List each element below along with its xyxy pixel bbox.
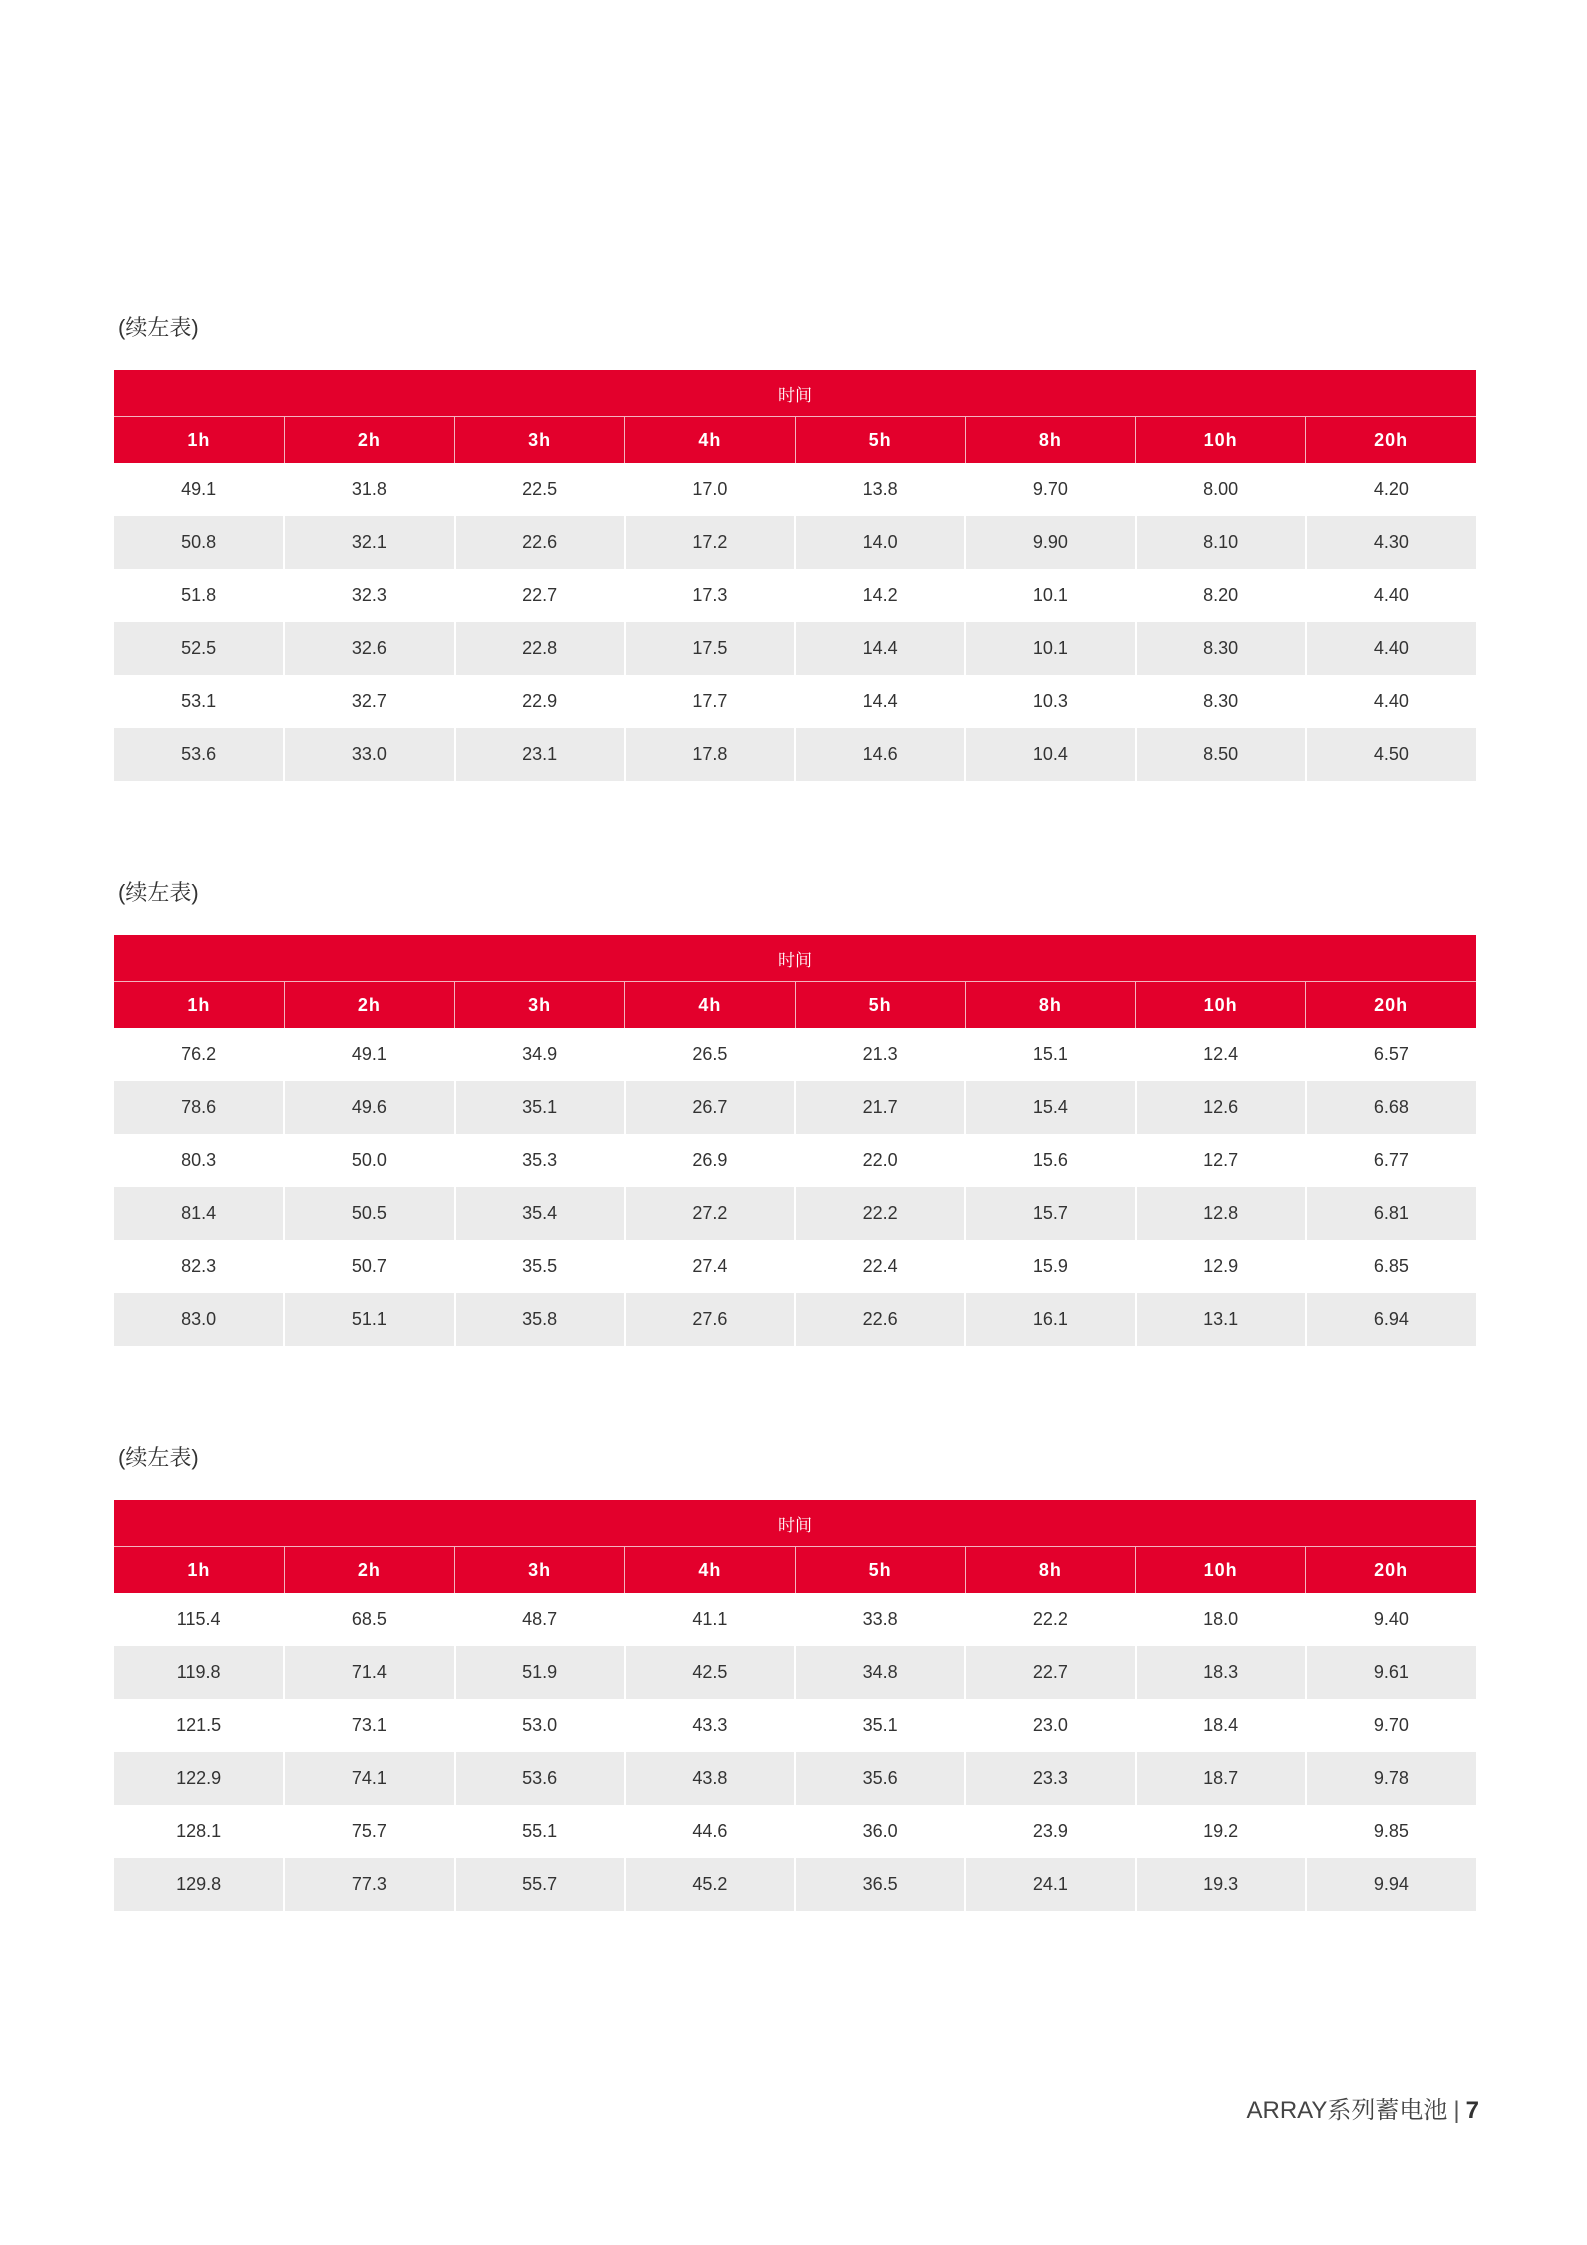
table-cell: 22.4 [795, 1240, 965, 1293]
table-cell: 17.0 [625, 463, 795, 516]
table-cell: 34.8 [795, 1646, 965, 1699]
table-cell: 10.4 [965, 728, 1135, 781]
table-cell: 13.1 [1136, 1293, 1306, 1346]
table-row [114, 569, 1476, 622]
footer-separator: | [1453, 2097, 1460, 2124]
table-cell: 17.3 [625, 569, 795, 622]
table-cell: 4.40 [1306, 569, 1476, 622]
table-cell: 26.9 [625, 1134, 795, 1187]
column-header: 5h [795, 417, 965, 464]
table-cell: 12.6 [1136, 1081, 1306, 1134]
table-cell: 53.1 [114, 675, 284, 728]
table-cell: 6.68 [1306, 1081, 1476, 1134]
table-cell: 119.8 [114, 1646, 284, 1699]
table-caption: (续左表) [118, 1445, 199, 1470]
column-header: 20h [1306, 1547, 1476, 1594]
table-cell: 13.8 [795, 463, 965, 516]
column-header: 8h [965, 417, 1135, 464]
table-caption: (续左表) [118, 315, 199, 340]
table-cell: 51.1 [284, 1293, 454, 1346]
table-cell: 22.7 [455, 569, 625, 622]
table-cell: 4.30 [1306, 516, 1476, 569]
table-cell: 27.2 [625, 1187, 795, 1240]
column-header: 2h [284, 982, 454, 1029]
group-header-time: 时间 [114, 1500, 1476, 1547]
table-cell: 18.3 [1136, 1646, 1306, 1699]
table-cell: 53.6 [114, 728, 284, 781]
table-cell: 33.8 [795, 1593, 965, 1646]
column-header: 20h [1306, 417, 1476, 464]
table-cell: 52.5 [114, 622, 284, 675]
table-cell: 4.40 [1306, 675, 1476, 728]
table-row [114, 1699, 1476, 1752]
table-cell: 36.0 [795, 1805, 965, 1858]
table-cell: 50.5 [284, 1187, 454, 1240]
table-cell: 33.0 [284, 728, 454, 781]
table-cell: 17.2 [625, 516, 795, 569]
table-cell: 83.0 [114, 1293, 284, 1346]
table-cell: 35.8 [455, 1293, 625, 1346]
table-cell: 32.1 [284, 516, 454, 569]
table-cell: 19.2 [1136, 1805, 1306, 1858]
column-header: 20h [1306, 982, 1476, 1029]
column-header: 10h [1136, 417, 1306, 464]
table-cell: 14.6 [795, 728, 965, 781]
table-cell: 9.70 [1306, 1699, 1476, 1752]
table-cell: 18.4 [1136, 1699, 1306, 1752]
table-cell: 12.8 [1136, 1187, 1306, 1240]
column-header: 2h [284, 417, 454, 464]
table-cell: 82.3 [114, 1240, 284, 1293]
table-cell: 6.85 [1306, 1240, 1476, 1293]
table-section-2 [114, 873, 1476, 1346]
table-body [114, 1028, 1476, 1346]
table-cell: 10.1 [965, 569, 1135, 622]
table-cell: 21.7 [795, 1081, 965, 1134]
table-cell: 10.3 [965, 675, 1135, 728]
table-cell: 9.85 [1306, 1805, 1476, 1858]
table-cell: 80.3 [114, 1134, 284, 1187]
table-cell: 50.7 [284, 1240, 454, 1293]
table-cell: 55.7 [455, 1858, 625, 1911]
table-row [114, 1752, 1476, 1805]
table-cell: 21.3 [795, 1028, 965, 1081]
table-cell: 35.5 [455, 1240, 625, 1293]
table-cell: 8.10 [1136, 516, 1306, 569]
table-cell: 73.1 [284, 1699, 454, 1752]
table-cell: 12.4 [1136, 1028, 1306, 1081]
column-header: 10h [1136, 982, 1306, 1029]
table-cell: 17.7 [625, 675, 795, 728]
table-cell: 15.7 [965, 1187, 1135, 1240]
table-cell: 22.7 [965, 1646, 1135, 1699]
table-cell: 26.5 [625, 1028, 795, 1081]
table-cell: 50.0 [284, 1134, 454, 1187]
table-cell: 9.40 [1306, 1593, 1476, 1646]
table-cell: 8.30 [1136, 622, 1306, 675]
table-cell: 49.1 [114, 463, 284, 516]
table-cell: 115.4 [114, 1593, 284, 1646]
table-row [114, 463, 1476, 516]
table-cell: 4.40 [1306, 622, 1476, 675]
column-header: 5h [795, 1547, 965, 1594]
table-cell: 24.1 [965, 1858, 1135, 1911]
table-cell: 9.61 [1306, 1646, 1476, 1699]
column-header: 4h [625, 1547, 795, 1594]
table-cell: 76.2 [114, 1028, 284, 1081]
table-cell: 19.3 [1136, 1858, 1306, 1911]
table-cell: 15.1 [965, 1028, 1135, 1081]
table-cell: 15.6 [965, 1134, 1135, 1187]
table-cell: 53.6 [455, 1752, 625, 1805]
table-cell: 77.3 [284, 1858, 454, 1911]
table-cell: 128.1 [114, 1805, 284, 1858]
table-cell: 4.50 [1306, 728, 1476, 781]
table-body [114, 1593, 1476, 1911]
table-row [114, 622, 1476, 675]
column-header: 10h [1136, 1547, 1306, 1594]
table-cell: 122.9 [114, 1752, 284, 1805]
table-row [114, 516, 1476, 569]
table-cell: 44.6 [625, 1805, 795, 1858]
column-header: 3h [455, 417, 625, 464]
table-cell: 32.3 [284, 569, 454, 622]
table-row [114, 675, 1476, 728]
table-cell: 9.78 [1306, 1752, 1476, 1805]
table-cell: 129.8 [114, 1858, 284, 1911]
table-cell: 71.4 [284, 1646, 454, 1699]
table-cell: 22.6 [455, 516, 625, 569]
table-cell: 16.1 [965, 1293, 1135, 1346]
table-cell: 55.1 [455, 1805, 625, 1858]
table-cell: 27.6 [625, 1293, 795, 1346]
table-cell: 43.8 [625, 1752, 795, 1805]
table-row [114, 1028, 1476, 1081]
table-caption: (续左表) [118, 880, 199, 905]
table-cell: 42.5 [625, 1646, 795, 1699]
table-cell: 41.1 [625, 1593, 795, 1646]
footer-title: ARRAY系列蓄电池 [1246, 2097, 1448, 2124]
table-row [114, 1081, 1476, 1134]
table-cell: 78.6 [114, 1081, 284, 1134]
table-cell: 50.8 [114, 516, 284, 569]
table-cell: 22.2 [795, 1187, 965, 1240]
table-cell: 6.81 [1306, 1187, 1476, 1240]
table-cell: 8.20 [1136, 569, 1306, 622]
table-cell: 49.1 [284, 1028, 454, 1081]
table-cell: 22.6 [795, 1293, 965, 1346]
table-row [114, 728, 1476, 781]
table-cell: 14.4 [795, 622, 965, 675]
table-cell: 49.6 [284, 1081, 454, 1134]
group-header-time: 时间 [114, 935, 1476, 982]
table-cell: 9.90 [965, 516, 1135, 569]
table-cell: 68.5 [284, 1593, 454, 1646]
table-cell: 18.7 [1136, 1752, 1306, 1805]
column-header: 5h [795, 982, 965, 1029]
table-cell: 27.4 [625, 1240, 795, 1293]
table-section-3 [114, 1438, 1476, 1911]
table-cell: 15.9 [965, 1240, 1135, 1293]
table-section-1 [114, 308, 1476, 781]
table-cell: 23.0 [965, 1699, 1135, 1752]
discharge-table-2 [114, 935, 1476, 1346]
page-footer [1247, 2090, 1480, 2125]
table-cell: 6.77 [1306, 1134, 1476, 1187]
table-cell: 8.30 [1136, 675, 1306, 728]
table-cell: 31.8 [284, 463, 454, 516]
table-cell: 14.2 [795, 569, 965, 622]
table-row [114, 1646, 1476, 1699]
table-cell: 35.4 [455, 1187, 625, 1240]
table-cell: 34.9 [455, 1028, 625, 1081]
table-cell: 15.4 [965, 1081, 1135, 1134]
table-cell: 6.94 [1306, 1293, 1476, 1346]
table-cell: 14.4 [795, 675, 965, 728]
table-cell: 35.6 [795, 1752, 965, 1805]
table-cell: 74.1 [284, 1752, 454, 1805]
table-cell: 8.00 [1136, 463, 1306, 516]
table-cell: 17.5 [625, 622, 795, 675]
table-cell: 6.57 [1306, 1028, 1476, 1081]
table-cell: 22.8 [455, 622, 625, 675]
table-cell: 35.3 [455, 1134, 625, 1187]
table-cell: 22.9 [455, 675, 625, 728]
page-number: 7 [1465, 2097, 1479, 2124]
column-header: 8h [965, 982, 1135, 1029]
table-cell: 81.4 [114, 1187, 284, 1240]
table-cell: 18.0 [1136, 1593, 1306, 1646]
table-body [114, 463, 1476, 781]
table-cell: 51.9 [455, 1646, 625, 1699]
table-cell: 36.5 [795, 1858, 965, 1911]
table-cell: 12.7 [1136, 1134, 1306, 1187]
table-cell: 9.70 [965, 463, 1135, 516]
discharge-table-3 [114, 1500, 1476, 1911]
table-cell: 35.1 [795, 1699, 965, 1752]
table-cell: 45.2 [625, 1858, 795, 1911]
column-header: 3h [455, 1547, 625, 1594]
discharge-table-1 [114, 370, 1476, 781]
table-cell: 32.6 [284, 622, 454, 675]
table-cell: 17.8 [625, 728, 795, 781]
column-header: 1h [114, 417, 284, 464]
table-cell: 4.20 [1306, 463, 1476, 516]
column-header-row [114, 1547, 1476, 1594]
table-cell: 75.7 [284, 1805, 454, 1858]
table-row [114, 1805, 1476, 1858]
table-cell: 121.5 [114, 1699, 284, 1752]
table-cell: 22.2 [965, 1593, 1135, 1646]
table-cell: 22.5 [455, 463, 625, 516]
table-cell: 43.3 [625, 1699, 795, 1752]
table-row [114, 1187, 1476, 1240]
column-header: 2h [284, 1547, 454, 1594]
table-cell: 23.9 [965, 1805, 1135, 1858]
table-cell: 51.8 [114, 569, 284, 622]
table-cell: 9.94 [1306, 1858, 1476, 1911]
column-header-row [114, 982, 1476, 1029]
column-header: 4h [625, 417, 795, 464]
table-cell: 26.7 [625, 1081, 795, 1134]
table-cell: 23.3 [965, 1752, 1135, 1805]
table-cell: 53.0 [455, 1699, 625, 1752]
table-row [114, 1134, 1476, 1187]
column-header: 8h [965, 1547, 1135, 1594]
column-header: 4h [625, 982, 795, 1029]
table-row [114, 1858, 1476, 1911]
table-cell: 12.9 [1136, 1240, 1306, 1293]
column-header-row [114, 417, 1476, 464]
table-row [114, 1593, 1476, 1646]
table-cell: 48.7 [455, 1593, 625, 1646]
table-cell: 8.50 [1136, 728, 1306, 781]
column-header: 1h [114, 982, 284, 1029]
column-header: 1h [114, 1547, 284, 1594]
table-row [114, 1240, 1476, 1293]
table-row [114, 1293, 1476, 1346]
column-header: 3h [455, 982, 625, 1029]
table-cell: 14.0 [795, 516, 965, 569]
group-header-time: 时间 [114, 370, 1476, 417]
table-cell: 32.7 [284, 675, 454, 728]
table-cell: 10.1 [965, 622, 1135, 675]
table-cell: 22.0 [795, 1134, 965, 1187]
table-cell: 23.1 [455, 728, 625, 781]
table-cell: 35.1 [455, 1081, 625, 1134]
